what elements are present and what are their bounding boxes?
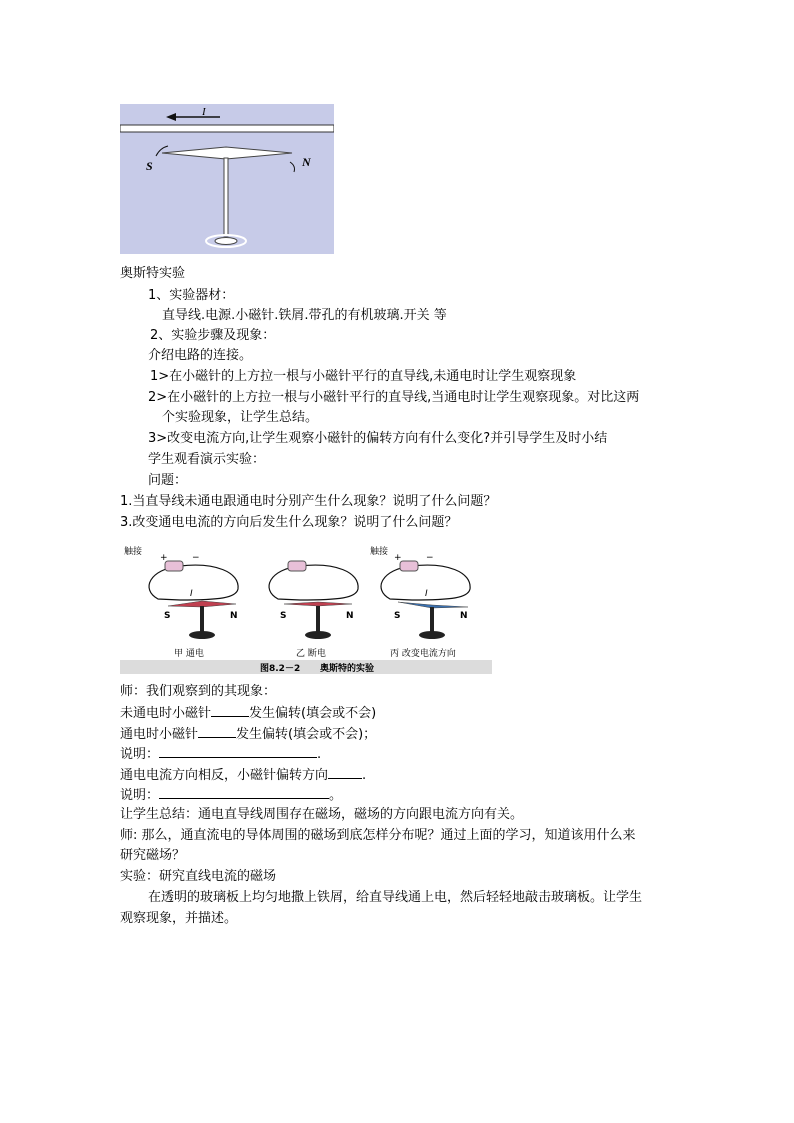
n-pole-label: N [302, 155, 311, 169]
reverse-prefix: 通电电流方向相反，小磁针偏转方向 [120, 768, 329, 783]
question-1: 1.当直导线未通电跟通电时分别产生什么现象？说明了什么问题？ [120, 494, 497, 509]
explain-1-label: 说明： [120, 747, 160, 762]
current-label: I [190, 589, 193, 599]
answer-1 [120, 703, 376, 723]
needle-stand [430, 607, 434, 632]
minus-label: − [426, 553, 434, 563]
step-2-a: 2>在小磁针的上方拉一根与小磁针平行的直导线,当通电时让学生观察现象。对比这两 [148, 390, 640, 405]
teacher-question-b: 研究磁场？ [120, 848, 186, 863]
blank-2[interactable] [198, 724, 236, 738]
s-pole-label: S [146, 159, 153, 173]
section-title: 奥斯特实验 [120, 266, 186, 281]
stand-base [189, 631, 215, 639]
s2-intro: 介绍电路的连接。 [148, 348, 253, 363]
plus-label: + [160, 553, 168, 563]
stand-base [419, 631, 445, 639]
s-label: S [280, 611, 287, 621]
explain-1-end: . [317, 747, 322, 762]
panel-caption: 丙 改变电流方向 [390, 649, 456, 659]
minus-label: − [192, 553, 200, 563]
battery [400, 561, 418, 571]
current-label: I [425, 589, 428, 599]
panel-caption: 甲 通电 [174, 649, 204, 659]
compass-stand [224, 158, 228, 236]
s1-items: 直导线.电源.小磁针.铁屑.带孔的有机玻璃.开关 等 [162, 308, 447, 323]
figure-number: 图8.2－2 [260, 664, 301, 674]
n-label: N [460, 611, 468, 621]
answer-1-suffix: 发生偏转(填会或不会) [249, 706, 377, 721]
answer-1-prefix: 未通电时小磁针 [120, 706, 212, 721]
step-1: 1>在小磁针的上方拉一根与小磁针平行的直导线,未通电时让学生观察现象 [150, 369, 577, 384]
oersted-compass-figure [120, 104, 334, 254]
answer-2 [120, 724, 376, 744]
battery [165, 561, 183, 571]
s1-heading: 1、实验器材： [148, 288, 235, 303]
battery [288, 561, 306, 571]
blank-1[interactable] [211, 703, 249, 717]
s2-heading: 2、实验步骤及现象： [150, 328, 276, 343]
panel-caption: 乙 断电 [296, 649, 326, 659]
current-label: I [202, 106, 206, 118]
plus-label: + [394, 553, 402, 563]
question-3: 3.改变通电电流的方向后发生什么现象？说明了什么问题？ [120, 515, 458, 530]
explain-1 [120, 744, 321, 764]
experiment-heading: 实验：研究直线电流的磁场 [120, 869, 277, 884]
step-2-b: 个实验现象，让学生总结。 [162, 410, 319, 425]
s-label: S [164, 611, 171, 621]
blank-4[interactable] [328, 765, 362, 779]
explain-2 [120, 785, 342, 805]
n-label: N [346, 611, 354, 621]
n-label: N [230, 611, 238, 621]
question-heading: 问题： [148, 473, 188, 488]
experiment-desc-b: 观察现象，并描述。 [120, 911, 238, 926]
needle-stand [316, 606, 320, 632]
touch-label: 触接 [124, 547, 143, 557]
stand-base-inner [215, 238, 237, 245]
answer-2-suffix: 发生偏转(填会或不会)； [236, 727, 377, 742]
explain-2-end: 。 [329, 788, 343, 803]
needle-stand [200, 606, 204, 632]
blank-3[interactable] [159, 744, 317, 758]
s-label: S [394, 611, 401, 621]
teacher-question-a: 师: 那么，通直流电的导体周围的磁场到底怎样分布呢？通过上面的学习，知道该用什么来 [120, 828, 636, 843]
student-summary: 让学生总结：通电直导线周围存在磁场，磁场的方向跟电流方向有关。 [120, 807, 524, 822]
explain-2-label: 说明： [120, 788, 160, 803]
figure-title: 奥斯特的实验 [320, 664, 375, 674]
step-3: 3>改变电流方向,让学生观察小磁针的偏转方向有什么变化?并引导学生及时小结 [148, 431, 608, 446]
answer-2-prefix: 通电时小磁针 [120, 727, 199, 742]
touch-label: 触接 [370, 547, 389, 557]
wire [120, 125, 334, 132]
blank-5[interactable] [159, 785, 329, 799]
experiment-desc-a: 在透明的玻璃板上均匀地撒上铁屑，给直导线通上电，然后轻轻地敲击玻璃板。让学生 [148, 890, 643, 905]
teacher-observation: 师：我们观察到的其现象： [120, 684, 277, 699]
reverse-end: . [362, 768, 367, 783]
demo-line: 学生观看演示实验： [148, 452, 266, 467]
reverse-line [120, 765, 366, 785]
caption-bar [120, 660, 492, 674]
stand-base [305, 631, 331, 639]
oersted-experiment-figure [120, 534, 492, 674]
